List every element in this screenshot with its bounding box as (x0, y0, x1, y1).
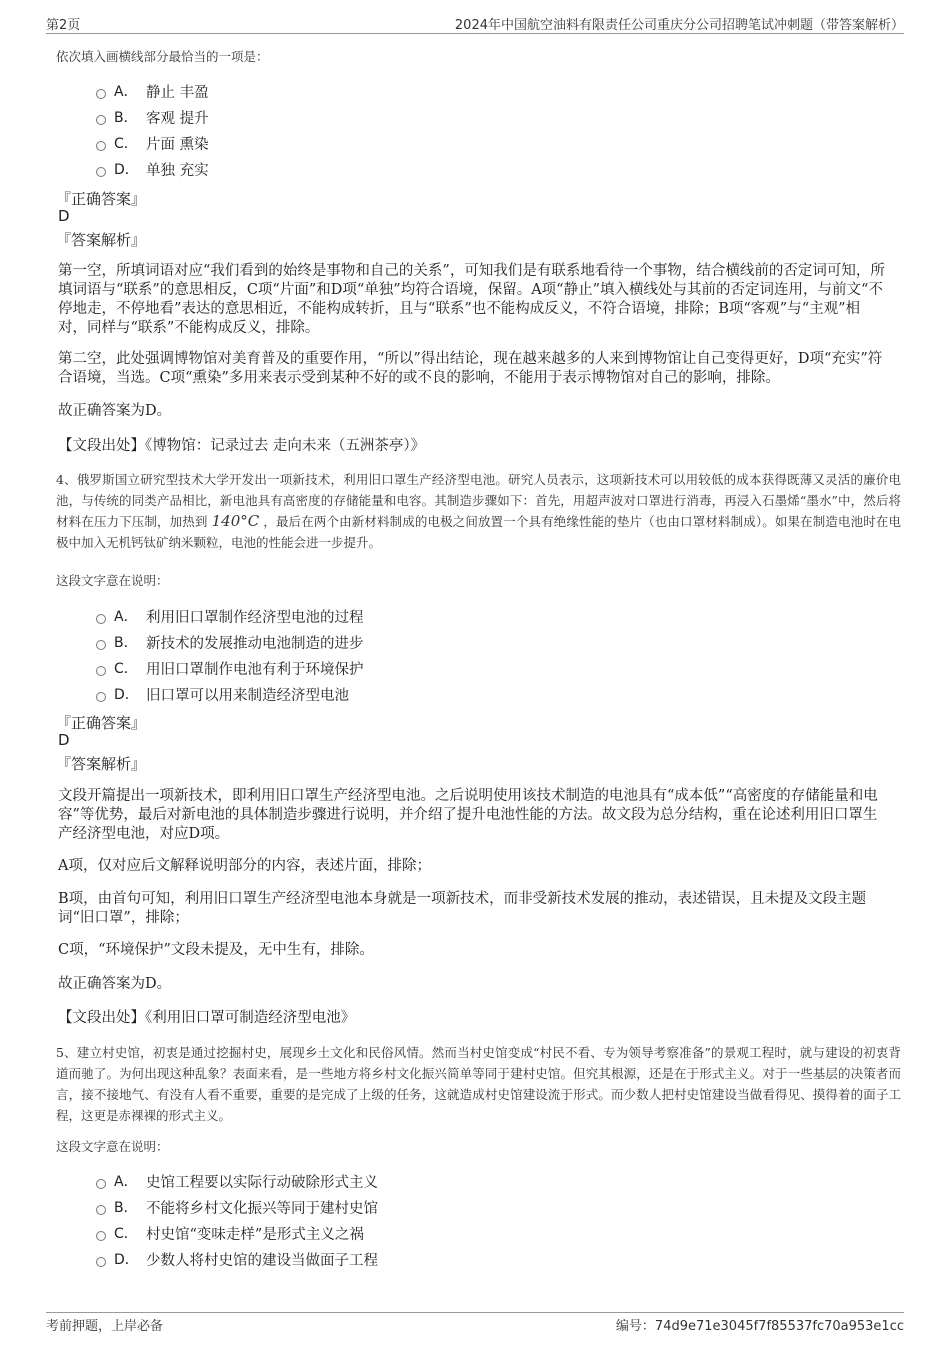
radio-icon[interactable] (96, 666, 106, 676)
radio-icon[interactable] (96, 1179, 106, 1189)
q4-answer-label: 『正确答案』 (56, 714, 147, 732)
q4-stem: 4、俄罗斯国立研究型技术大学开发出一项新技术，利用旧口罩生产经济型电池。研究人员表示，这项新技术可以用较低的成本获得既薄又灵活的廉价电池，与传统的同类产品相比，新电池具有高密度的存储能量和电容。其制造步骤如下：首先，用超声波对口罩进行消毒，再浸入石墨烯“墨水”中，然后将材料在压力下压制，加热到 140°C ，最后在两个由新材料制成的电极之间放置一个具有绝缘性能的垫片（也由口罩材料制成）。如果在制造电池时在电极中加入无机钙钛矿纳米颗粒，电池的性能会进一步提升。 (56, 472, 901, 550)
radio-icon[interactable] (96, 640, 106, 650)
radio-icon[interactable] (96, 692, 106, 702)
q3-answer: D (58, 207, 70, 225)
q4-analysis-label: 『答案解析』 (56, 755, 147, 773)
q4-temperature: 140°C (211, 512, 260, 530)
q3-options (96, 78, 209, 182)
q4-options (96, 603, 364, 707)
radio-icon[interactable] (96, 167, 106, 177)
radio-icon[interactable] (96, 614, 106, 624)
q4-analysis-p5: 故正确答案为D。 (58, 976, 172, 992)
q3-analysis-p2: 第二空，此处强调博物馆对美育普及的重要作用，“所以”得出结论，现在越来越多的人来到博物馆让自己变得更好，D项“充实”符合语境，当选。C项“熏染”多用来表示受到某种不好的或不良的影响，不能用于表示博物馆对自己的影响，排除。 (58, 351, 883, 386)
q5-option-b[interactable]: B． 不能将乡村文化振兴等同于建村史馆 (96, 1194, 378, 1220)
q5-options (96, 1168, 378, 1272)
q3-analysis-p1: 第一空，所填词语对应“我们看到的始终是事物和自己的关系”，可知我们是有联系地看待一个事物，结合横线前的否定词可知，所填词语与“联系”的意思相反，C项“片面”和D项“单独”均符合语境，保留。A项“静止”填入横线处与其前的否定词连用，与前文“不停地走，不停地看”表达的意思相近，不能构成转折，且与“联系”也不能构成反义，不符合语境，排除；B项“客观”与“主观”相对，同样与“联系”不能构成反义，排除。 (58, 263, 885, 336)
document-title: 2024年中国航空油料有限责任公司重庆分公司招聘笔试冲刺题（带答案解析） (454, 18, 904, 33)
q4-source: 【文段出处】《利用旧口罩可制造经济型电池》 (58, 1010, 356, 1026)
q3-prompt: 依次填入画横线部分最恰当的一项是： (56, 49, 269, 64)
q3-analysis-label: 『答案解析』 (56, 231, 147, 249)
q5-stem: 5、建立村史馆，初衷是通过挖掘村史，展现乡土文化和民俗风情。然而当村史馆变成“村民不看、专为领导考察准备”的景观工程时，就与建设的初衷背道而驰了。为何出现这种乱象？表面来看，是一些地方将乡村文化振兴简单等同于建村史馆。但究其根源，还是在于形式主义。对于一些基层的决策者而言，接不接地气、有没有人看不重要，重要的是完成了上级的任务，这就造成村史馆建设流于形式。而少数人把村史馆建设当做看得见、摸得着的面子工程，这更是赤裸裸的形式主义。 (56, 1045, 901, 1123)
q5-option-c[interactable]: C． 村史馆“变味走样”是形式主义之祸 (96, 1220, 378, 1246)
q4-option-a[interactable]: A． 利用旧口罩制作经济型电池的过程 (96, 603, 364, 629)
q4-prompt: 这段文字意在说明： (56, 573, 169, 588)
page-footer (46, 1312, 904, 1334)
radio-icon[interactable] (96, 89, 106, 99)
q5-option-a[interactable]: A． 史馆工程要以实际行动破除形式主义 (96, 1168, 378, 1194)
q4-answer: D (58, 731, 70, 749)
q4-option-b[interactable]: B． 新技术的发展推动电池制造的进步 (96, 629, 364, 655)
q4-analysis-p2: A项，仅对应后文解释说明部分的内容，表述片面，排除； (58, 858, 431, 874)
radio-icon[interactable] (96, 115, 106, 125)
q3-source: 【文段出处】《博物馆：记录过去 走向未来（五洲茶亭）》 (58, 438, 426, 454)
q4-analysis-p4: C项，“环境保护”文段未提及，无中生有，排除。 (58, 942, 374, 958)
page-number: 第2页 (46, 18, 81, 33)
q3-option-c[interactable]: C． 片面 熏染 (96, 130, 209, 156)
radio-icon[interactable] (96, 1205, 106, 1215)
radio-icon[interactable] (96, 141, 106, 151)
q4-analysis-p3: B项，由首句可知，利用旧口罩生产经济型电池本身就是一项新技术，而非受新技术发展的推动，表述错误，且未提及文段主题词“旧口罩”，排除； (58, 891, 867, 926)
q4-option-c[interactable]: C． 用旧口罩制作电池有利于环境保护 (96, 655, 364, 681)
page-header (46, 12, 904, 34)
q5-prompt: 这段文字意在说明： (56, 1139, 169, 1154)
document-id: 编号：74d9e71e3045f7f85537fc70a953e1cc (615, 1319, 904, 1334)
q3-option-b[interactable]: B． 客观 提升 (96, 104, 209, 130)
q4-option-d[interactable]: D． 旧口罩可以用来制造经济型电池 (96, 681, 364, 707)
q3-option-d[interactable]: D． 单独 充实 (96, 156, 209, 182)
q5-option-d[interactable]: D． 少数人将村史馆的建设当做面子工程 (96, 1246, 378, 1272)
q3-analysis-p3: 故正确答案为D。 (58, 403, 172, 419)
radio-icon[interactable] (96, 1231, 106, 1241)
radio-icon[interactable] (96, 1257, 106, 1267)
q3-option-a[interactable]: A． 静止 丰盈 (96, 78, 209, 104)
q3-answer-label: 『正确答案』 (56, 190, 147, 208)
footer-slogan: 考前押题，上岸必备 (46, 1319, 164, 1334)
q4-analysis-p1: 文段开篇提出一项新技术，即利用旧口罩生产经济型电池。之后说明使用该技术制造的电池具有“成本低”“高密度的存储能量和电容”等优势，最后对新电池的具体制造步骤进行说明，并介绍了提升电池性能的方法。故文段为总分结构，重在论述利用旧口罩生产经济型电池，对应D项。 (58, 788, 878, 842)
